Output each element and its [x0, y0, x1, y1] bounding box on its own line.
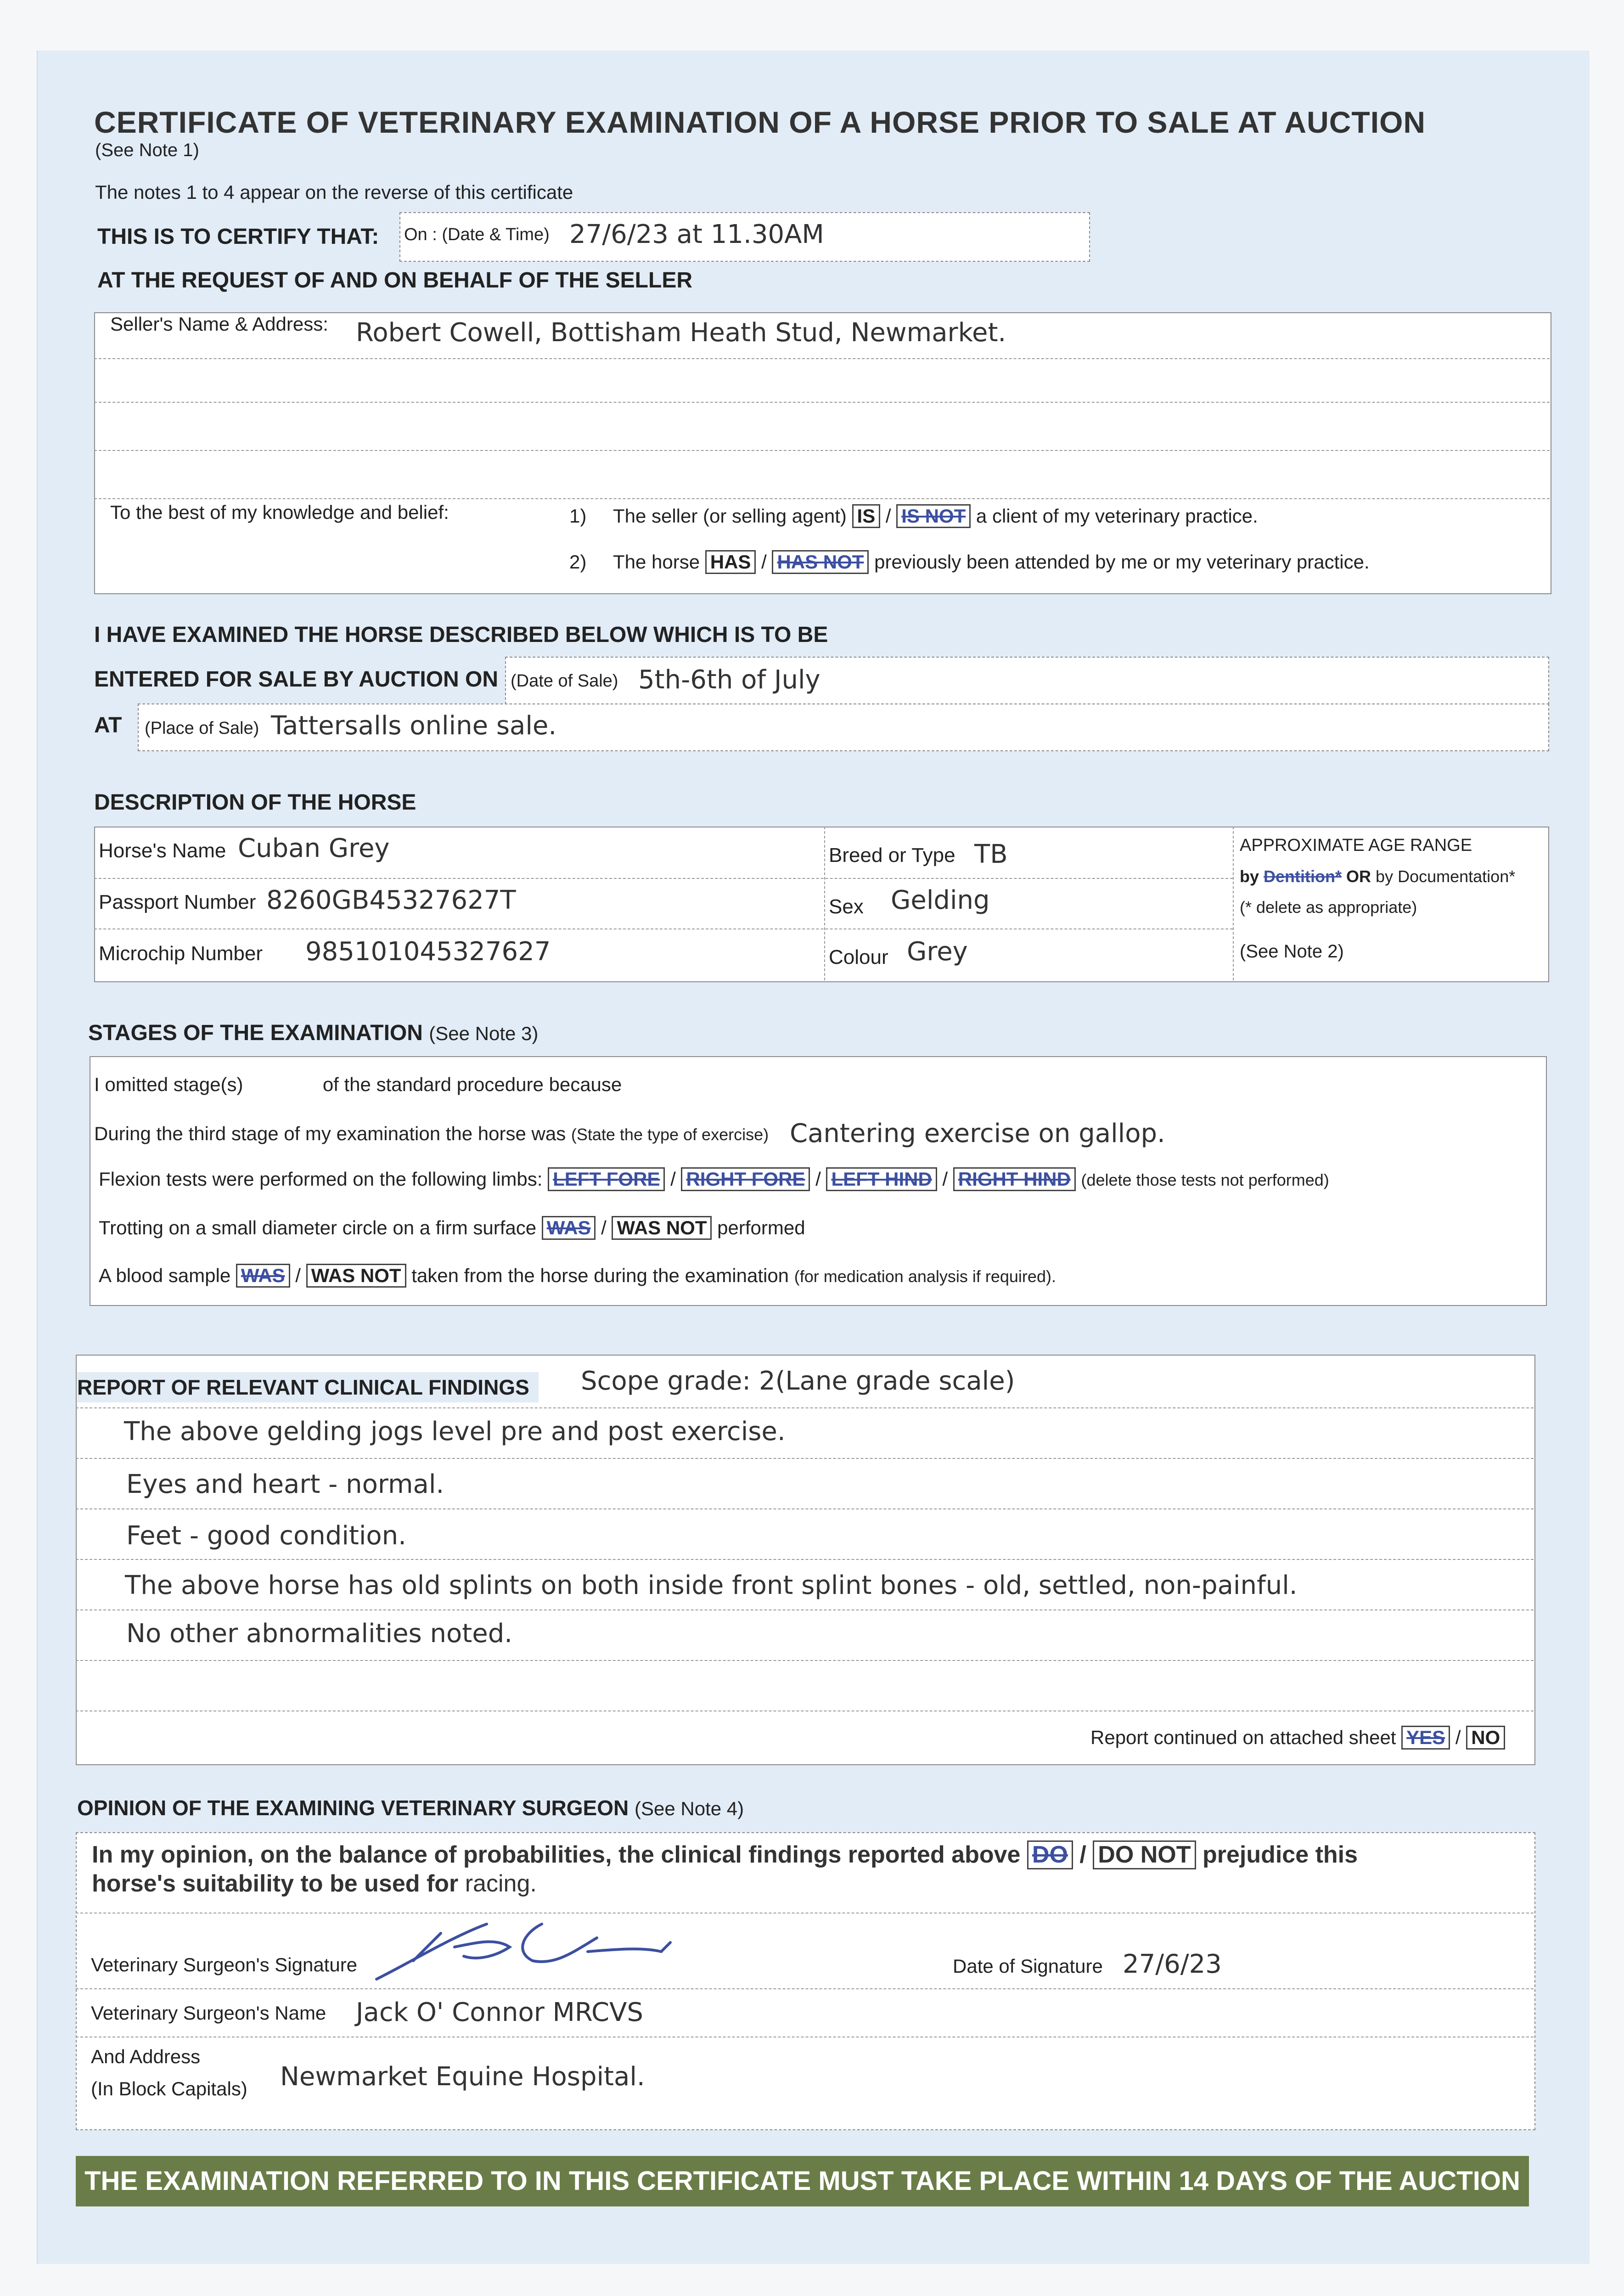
- at-label: AT: [94, 713, 122, 737]
- description-heading: DESCRIPTION OF THE HORSE: [94, 790, 416, 815]
- entered-label: ENTERED FOR SALE BY AUCTION ON: [94, 667, 499, 692]
- s1-num: 1): [569, 505, 587, 527]
- s2-pre: The horse: [613, 551, 700, 573]
- blood-sep: /: [295, 1265, 301, 1286]
- blood-note: (for medication analysis if required).: [794, 1267, 1056, 1286]
- scope-grade[interactable]: Scope grade: 2(Lane grade scale): [581, 1366, 1015, 1396]
- seller-line-1: [94, 358, 1550, 359]
- limb-left-hind[interactable]: LEFT HIND: [826, 1167, 937, 1191]
- continued-sep: /: [1455, 1727, 1461, 1748]
- age-dentition-option[interactable]: Dentition*: [1264, 867, 1342, 886]
- seller-value[interactable]: Robert Cowell, Bottisham Heath Stud, Newmarket.: [356, 318, 1006, 348]
- passport-value: 8260GB45327627T: [266, 885, 516, 915]
- microchip-value: 985101045327627: [305, 937, 551, 967]
- trot-option-was[interactable]: WAS: [542, 1216, 596, 1240]
- seller-line-2: [94, 402, 1550, 403]
- signature-stroke: [376, 1924, 670, 1979]
- stages-heading: [88, 1020, 538, 1046]
- age-or: OR: [1346, 867, 1371, 886]
- address-label-2: (In Block Capitals): [91, 2078, 247, 2099]
- finding-2: Eyes and heart - normal.: [126, 1469, 444, 1499]
- seller-line-3: [94, 450, 1550, 451]
- s1-option-is[interactable]: IS: [852, 504, 881, 528]
- third-stage-value[interactable]: Cantering exercise on gallop.: [790, 1119, 1165, 1148]
- flexion-line: [99, 1167, 1329, 1191]
- examined-label: I HAVE EXAMINED THE HORSE DESCRIBED BELOW WHICH IS TO BE: [94, 623, 828, 647]
- third-stage-line: [94, 1123, 769, 1145]
- date-of-sale-label: (Date of Sale): [511, 671, 618, 691]
- colour-value: Grey: [907, 937, 968, 967]
- third-label: During the third stage of my examination the horse was: [94, 1123, 566, 1144]
- date-of-sale-value: 5th-6th of July: [638, 665, 820, 695]
- opinion-option-do-not[interactable]: DO NOT: [1093, 1840, 1196, 1869]
- continued-yes[interactable]: YES: [1401, 1726, 1450, 1750]
- age-options: [1240, 867, 1515, 886]
- breed-value: TB: [974, 839, 1008, 869]
- opinion-heading-text: OPINION OF THE EXAMINING VETERINARY SURGEON: [77, 1796, 629, 1820]
- s1-sep: /: [885, 505, 891, 527]
- s2-option-has[interactable]: HAS: [705, 550, 756, 574]
- s2-option-has-not[interactable]: HAS NOT: [772, 550, 869, 574]
- report-heading: REPORT OF RELEVANT CLINICAL FINDINGS: [77, 1372, 539, 1402]
- vet-name-label: Veterinary Surgeon's Name: [91, 2002, 326, 2024]
- on-date-value: 27/6/23 at 11.30AM: [569, 219, 824, 249]
- address-label-1: And Address: [91, 2046, 201, 2067]
- finding-1: The above gelding jogs level pre and post exercise.: [124, 1417, 786, 1446]
- flexion-label: Flexion tests were performed on the following limbs:: [99, 1168, 543, 1190]
- passport-label: Passport Number: [99, 891, 256, 913]
- omitted-a: I omitted stage(s): [94, 1074, 243, 1095]
- stages-heading-text: STAGES OF THE EXAMINATION: [88, 1021, 423, 1045]
- certificate-title: CERTIFICATE OF VETERINARY EXAMINATION OF A HORSE PRIOR TO SALE AT AUCTION: [94, 105, 1426, 139]
- blood-option-was-not[interactable]: WAS NOT: [306, 1264, 406, 1288]
- age-heading: APPROXIMATE AGE RANGE: [1240, 836, 1472, 855]
- opinion-text-c: horse's suitability to be used for: [92, 1870, 459, 1897]
- report-continued: [1090, 1726, 1505, 1750]
- request-label: AT THE REQUEST OF AND ON BEHALF OF THE SELLER: [97, 268, 692, 293]
- knowledge-label: To the best of my knowledge and belief:: [110, 501, 449, 523]
- blood-post: taken from the horse during the examination: [411, 1265, 789, 1286]
- limb-sep-1: /: [670, 1168, 676, 1190]
- opinion-text-a: In my opinion, on the balance of probabilities, the clinical findings reported above: [92, 1841, 1021, 1868]
- opinion-line-2: [76, 1988, 1534, 1989]
- opinion-text-d: racing.: [465, 1870, 537, 1897]
- date-of-signature-value[interactable]: 27/6/23: [1123, 1949, 1222, 1979]
- report-line-1: [76, 1458, 1534, 1459]
- sex-value: Gelding: [891, 885, 990, 915]
- address-value[interactable]: Newmarket Equine Hospital.: [280, 2062, 645, 2092]
- place-of-sale-value: Tattersalls online sale.: [271, 711, 557, 741]
- s2-num: 2): [569, 551, 587, 573]
- age-documentation-option[interactable]: by Documentation*: [1376, 867, 1516, 886]
- flexion-note: (delete those tests not performed): [1081, 1171, 1329, 1189]
- report-line-4: [76, 1609, 1534, 1610]
- notes-line: The notes 1 to 4 appear on the reverse of this certificate: [95, 181, 573, 203]
- report-line-2: [76, 1508, 1534, 1509]
- breed-label: Breed or Type: [829, 844, 955, 867]
- horse-name-label: Horse's Name: [99, 839, 226, 862]
- limb-right-fore[interactable]: RIGHT FORE: [681, 1167, 810, 1191]
- on-date-label: On : (Date & Time): [404, 225, 550, 244]
- finding-5: No other abnormalities noted.: [126, 1619, 513, 1649]
- limb-left-fore[interactable]: LEFT FORE: [548, 1167, 665, 1191]
- statement-2: [569, 550, 1370, 574]
- horse-name-value: Cuban Grey: [238, 833, 390, 863]
- seller-line-4: [94, 498, 1550, 499]
- s1-pre: The seller (or selling agent): [613, 505, 847, 527]
- s1-post: a client of my veterinary practice.: [976, 505, 1258, 527]
- report-line-0: [76, 1407, 1534, 1408]
- report-line-3: [76, 1559, 1534, 1560]
- trot-post: performed: [717, 1217, 805, 1238]
- continued-label: Report continued on attached sheet: [1090, 1727, 1396, 1748]
- trot-line: [99, 1216, 805, 1240]
- s2-sep: /: [761, 551, 767, 573]
- finding-3: Feet - good condition.: [126, 1521, 406, 1551]
- s1-option-is-not[interactable]: IS NOT: [896, 504, 971, 528]
- opinion-text-b: prejudice this: [1202, 1841, 1358, 1868]
- report-line-5: [76, 1660, 1534, 1661]
- desc-divider-2: [1233, 827, 1234, 980]
- opinion-sep: /: [1079, 1841, 1086, 1868]
- opinion-text-line2: [92, 1870, 537, 1897]
- opinion-text-line1: [92, 1840, 1358, 1869]
- limb-right-hind[interactable]: RIGHT HIND: [953, 1167, 1076, 1191]
- blood-label: A blood sample: [99, 1265, 231, 1286]
- trot-sep: /: [601, 1217, 607, 1238]
- trot-label: Trotting on a small diameter circle on a firm surface: [99, 1217, 537, 1238]
- opinion-heading-note: (See Note 4): [635, 1798, 744, 1819]
- statement-1: [569, 504, 1258, 528]
- title-note: (See Note 1): [95, 140, 199, 160]
- omitted-b: of the standard procedure because: [322, 1074, 622, 1095]
- footer-banner: THE EXAMINATION REFERRED TO IN THIS CERTIFICATE MUST TAKE PLACE WITHIN 14 DAYS OF THE AUCTION: [76, 2156, 1529, 2206]
- place-of-sale-label: (Place of Sale): [145, 719, 259, 738]
- age-delete-note: (* delete as appropriate): [1240, 898, 1417, 917]
- desc-divider-1: [824, 827, 825, 980]
- certify-label: THIS IS TO CERTIFY THAT:: [97, 225, 379, 249]
- third-note: (State the type of exercise): [571, 1125, 769, 1144]
- finding-4: The above horse has old splints on both inside front splint bones - old, settled, non-painful.: [125, 1570, 1298, 1600]
- s2-post: previously been attended by me or my veterinary practice.: [874, 551, 1370, 573]
- desc-line-1: [94, 878, 1233, 879]
- colour-label: Colour: [829, 946, 888, 968]
- date-of-signature-label: Date of Signature: [953, 1955, 1103, 1977]
- microchip-label: Microchip Number: [99, 942, 263, 965]
- sex-label: Sex: [829, 895, 864, 918]
- trot-option-was-not[interactable]: WAS NOT: [612, 1216, 712, 1240]
- age-by: by: [1240, 867, 1259, 886]
- limb-sep-2: /: [815, 1168, 821, 1190]
- continued-no[interactable]: NO: [1466, 1726, 1505, 1750]
- signature-label: Veterinary Surgeon's Signature: [91, 1954, 358, 1975]
- age-see-note: (See Note 2): [1240, 941, 1344, 962]
- seller-label: Seller's Name & Address:: [110, 313, 328, 335]
- blood-line: [99, 1264, 1056, 1288]
- omitted-stages-label: [94, 1074, 622, 1096]
- limb-sep-3: /: [942, 1168, 948, 1190]
- stages-heading-note: (See Note 3): [429, 1023, 539, 1044]
- opinion-option-do[interactable]: DO: [1027, 1840, 1073, 1869]
- blood-option-was[interactable]: WAS: [236, 1264, 290, 1288]
- signature-image: [358, 1906, 771, 1998]
- opinion-heading: [77, 1795, 744, 1820]
- vet-name-value[interactable]: Jack O' Connor MRCVS: [356, 1998, 643, 2027]
